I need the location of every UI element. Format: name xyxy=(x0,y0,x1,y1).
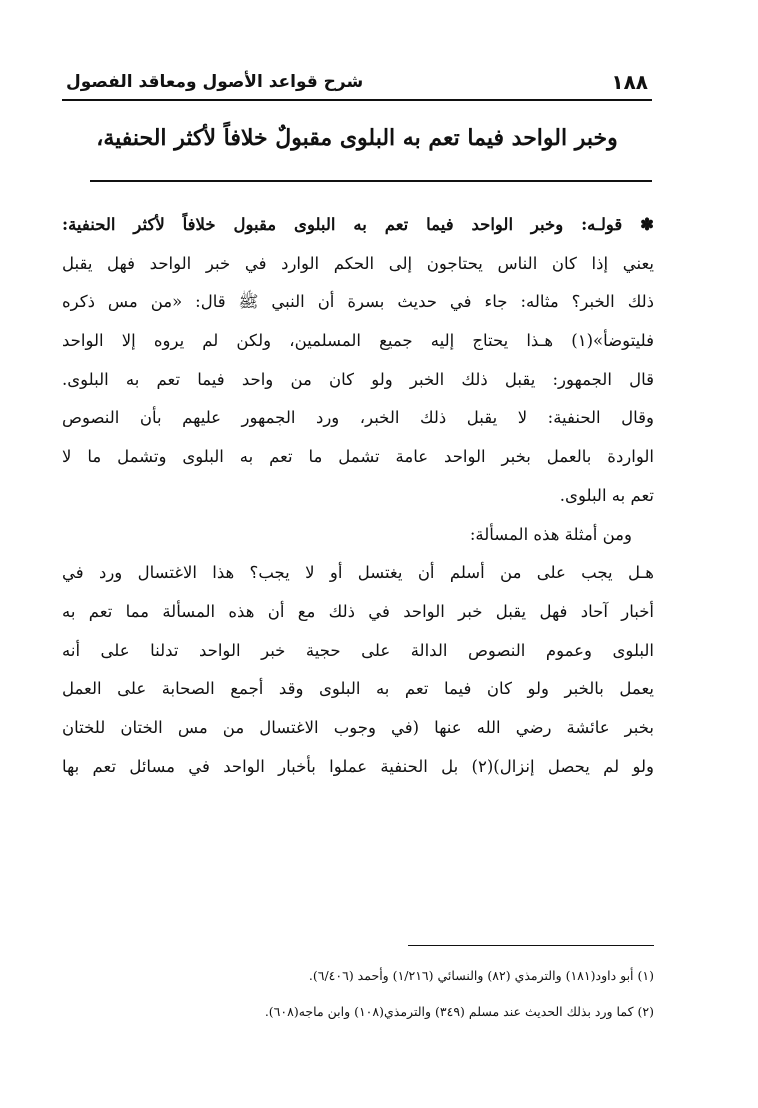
body-line-11: أخبار آحاد فهل يقبل خبر الواحد في ذلك مع أن هذه المسألة مما تعم به xyxy=(62,601,654,621)
body-line-6: وقال الحنفية: لا يقبل ذلك الخبر، ورد الجمهور عليهم بأن النصوص xyxy=(62,408,654,428)
body-line-2: يعني إذا كان الناس يحتاجون إلى الحكم الوارد في خبر الواحد فهل يقبل xyxy=(62,253,654,273)
header-divider xyxy=(62,99,652,101)
body-line-12: البلوى وعموم النصوص الدالة على حجية خبر الواحد تدلنا على أنه xyxy=(62,640,654,660)
footnote-divider xyxy=(408,945,654,946)
running-title: شرح قواعد الأصول ومعاقد الفصول xyxy=(66,72,364,92)
body-line-14: بخبر عائشة رضي الله عنها (في وجوب الاغتسال من مس الختان للختان xyxy=(62,717,654,737)
body-line-1: ✽ قولـه: وخبر الواحد فيما تعم به البلوى مقبول خلافاً لأكثر الحنفية: xyxy=(62,215,654,234)
footnote-1: (١) أبو داود(١٨١) والترمذي (٨٢) والنسائي (١/٢١٦) وأحمد (٦/٤٠٦). xyxy=(308,968,654,983)
body-line-13: يعمل بالخبر ولو كان فيما تعم به البلوى وقد أجمع الصحابة على العمل xyxy=(62,679,654,699)
body-line-9: ومن أمثلة هذه المسألة: xyxy=(469,524,632,544)
body-line-7: الواردة بالعمل بخبر الواحد عامة تشمل ما تعم به البلوى وتشمل ما لا xyxy=(62,447,654,467)
matn-text: وخبر الواحد فيما تعم به البلوى مقبولٌ خلافاً لأكثر الحنفية، xyxy=(96,125,618,151)
body-line-8: تعم به البلوى. xyxy=(559,485,654,505)
footnote-2: (٢) كما ورد بذلك الحديث عند مسلم (٣٤٩) والترمذي(١٠٨) وابن ماجه(٦٠٨). xyxy=(264,1004,654,1019)
body-line-10: هـل يجب على من أسلم أن يغتسل أو لا يجب؟ هذا الاغتسال ورد في xyxy=(62,563,654,583)
body-line-3: ذلك الخبر؟ مثاله: جاء في حديث بسرة أن النبي ﷺ قال: «من مس ذكره xyxy=(62,292,654,312)
footnotes xyxy=(62,958,654,1030)
commentary-body xyxy=(62,206,654,786)
page-number: ١٨٨ xyxy=(611,70,648,94)
body-line-15: ولو لم يحصل إنزال)(٢) بل الحنفية عملوا بأخبار الواحد في مسائل تعم بها xyxy=(62,756,654,776)
body-line-4: فليتوضأ»(١) هـذا يحتاج إليه جميع المسلمين، ولكن لم يروه إلا الواحد xyxy=(62,331,654,351)
body-line-5: قال الجمهور: يقبل ذلك الخبر ولو كان من واحد فيما تعم به البلوى. xyxy=(62,369,654,389)
page-header xyxy=(62,66,652,102)
matn-divider xyxy=(90,180,652,182)
